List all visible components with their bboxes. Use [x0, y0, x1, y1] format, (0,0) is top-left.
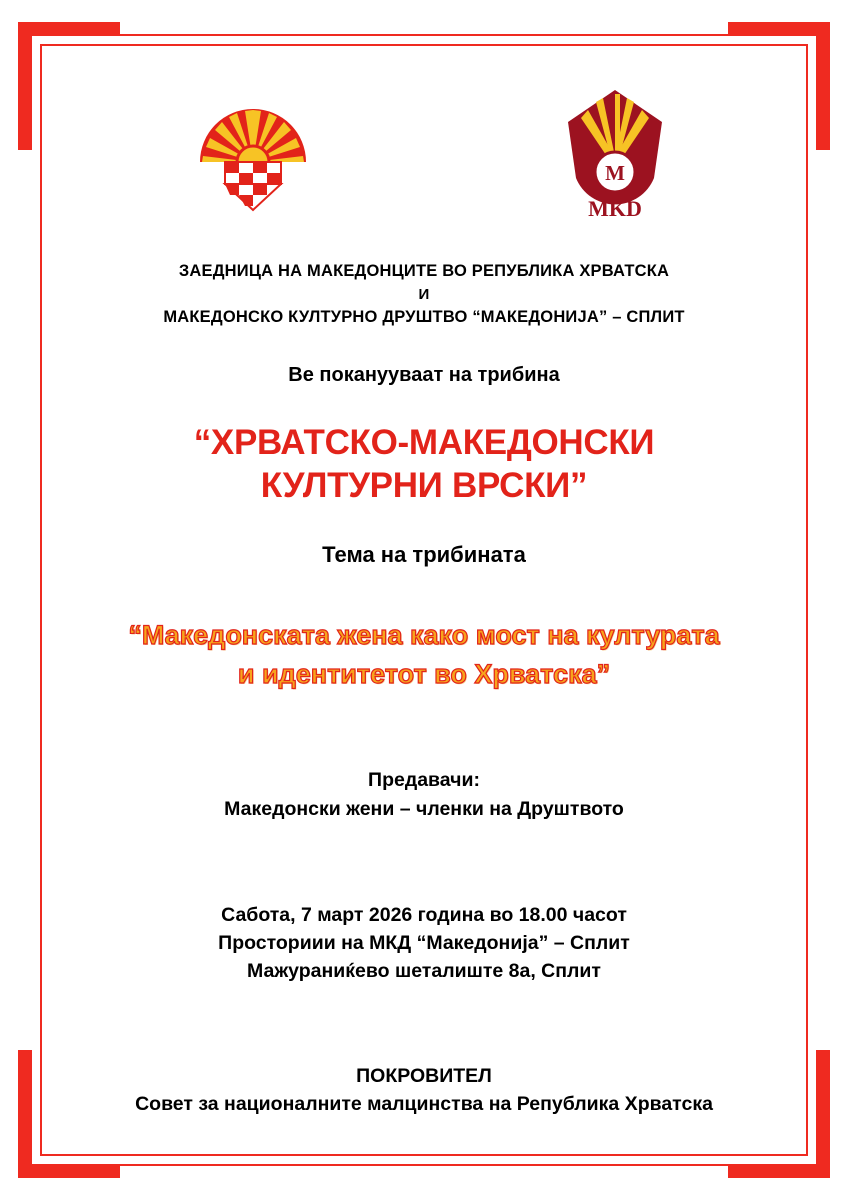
patron-label: ПОКРОВИТЕЛ	[356, 1064, 492, 1087]
lecturers-block	[58, 766, 790, 823]
svg-text:MKD: MKD	[588, 196, 642, 221]
poster-content	[58, 62, 790, 1138]
patron-block	[58, 1062, 790, 1119]
theme-text	[58, 616, 790, 694]
theme-label: Тема на трибината	[322, 542, 526, 568]
border-notch-left	[14, 150, 32, 1050]
event-datetime: Сабота, 7 март 2026 година во 18.00 часот	[221, 903, 627, 926]
theme-text-line-1: “Македонската жена како мост на културата	[128, 620, 720, 651]
main-title-line-2: КУЛТУРНИ ВРСКИ”	[260, 466, 588, 506]
logo-row	[58, 84, 790, 234]
organizer-line-1: ЗАЕДНИЦА НА МАКЕДОНЦИТЕ ВО РЕПУБЛИКА ХРВАТСКА	[178, 262, 670, 280]
invitation-text: Ве поканууваат на трибина	[288, 363, 560, 386]
event-details-block	[58, 901, 790, 986]
event-venue: Просториии на МКД “Македонија” – Сплит	[218, 932, 630, 955]
organizer-line-2: МАКЕДОНСКО КУЛТУРНО ДРУШТВО “МАКЕДОНИЈА” – СПЛИТ	[163, 307, 685, 326]
border-notch-top	[120, 16, 728, 34]
main-title-line-1: “ХРВАТСКО-МАКЕДОНСКИ	[193, 422, 655, 462]
patron-value: Совет за националните малцинства на Република Хрватска	[135, 1092, 713, 1115]
border-notch-right	[816, 150, 834, 1050]
macedonian-sun-with-checkerboard-logo	[188, 84, 318, 224]
border-notch-bottom	[120, 1166, 728, 1184]
organizer-conjunction: И	[418, 285, 430, 303]
lecturers-value: Македонски жени – членки на Друштвото	[224, 797, 624, 820]
svg-text:M: M	[605, 161, 625, 185]
theme-text-line-2: и идентитетот во Хрватска”	[237, 659, 611, 690]
event-address: Мажураниќево шеталиште 8а, Сплит	[247, 960, 601, 983]
mkd-emblem-logo	[550, 82, 680, 232]
organizers-block	[58, 260, 790, 330]
main-title	[58, 421, 790, 509]
lecturers-label: Предавачи:	[368, 769, 480, 792]
